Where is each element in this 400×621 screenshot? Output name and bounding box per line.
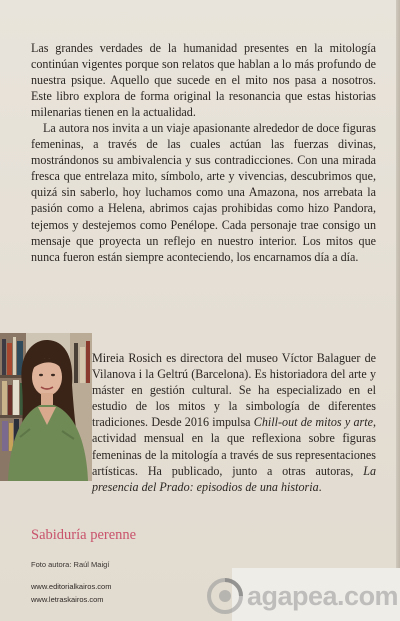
photo-credit: Foto autora: Raúl Maigí — [31, 560, 110, 569]
intro-paragraph-1: Las grandes verdades de la humanidad presentes en la mitología continúan vigentes porque son relatos que hablan a lo más profundo de nuestra psique. Aquello que sucede en el mito nos pasa a nosotros. Este libro explora de forma original la resonancia que estas historias milenarias tienen en la actualidad. — [31, 41, 376, 120]
bio-text-3: . — [318, 479, 322, 494]
website-editorial[interactable]: www.editorialkairos.com — [31, 582, 112, 591]
author-bio — [92, 350, 376, 495]
watermark-text: agapea.com — [247, 580, 399, 611]
website-letras[interactable]: www.letraskairos.com — [31, 595, 104, 604]
bio-title-chillout: Chill-out de mitos y arte — [253, 415, 373, 430]
bio-text-1: Mireia Rosich es directora del museo Víctor Balaguer de Vilanova i la Geltrú (Barcelona). Es historiadora del arte y máster en gestión cultural. Se ha especializado en el estudio de los mitos y la simbología de diferentes tradiciones. Desde 2016 impulsa — [92, 351, 376, 430]
intro-paragraph-2: La autora nos invita a un viaje apasionante alrededor de doce figuras femeninas, a través de las cuales actúan las fuerzas divinas, mostrándonos su ambivalencia y sus contradicciones. Con una mirada fresca que entrelaza mito, símbolo, arte y vivencias, descubrimos que, quizá sin saberlo, hoy luchamos como una Amazona, nos arrebata la pasión como a Helena, abrimos cajas prohibidas como hizo Pandora, tejemos y destejemos como Penélope. Cada personaje trae consigo un mensaje que proyecta un reflejo en nuestro interior. Los mitos que nunca fueron están siempre aconteciendo, los encarnamos día a día. — [31, 121, 376, 264]
series-name: Sabiduría perenne — [31, 527, 137, 543]
bio-text-2: , actividad mensual en la que reflexiona sobre figuras femeninas de la mitología a través de sus representaciones artísticas. Ha publicado, junto a otras autoras, — [92, 415, 376, 478]
agapea-watermark — [205, 576, 400, 616]
cover-edge — [396, 0, 400, 621]
bio-title-prado: La presencia del Prado: episodios de una historia — [92, 463, 376, 494]
agapea-logo-icon — [205, 576, 245, 616]
author-photo — [0, 333, 92, 481]
